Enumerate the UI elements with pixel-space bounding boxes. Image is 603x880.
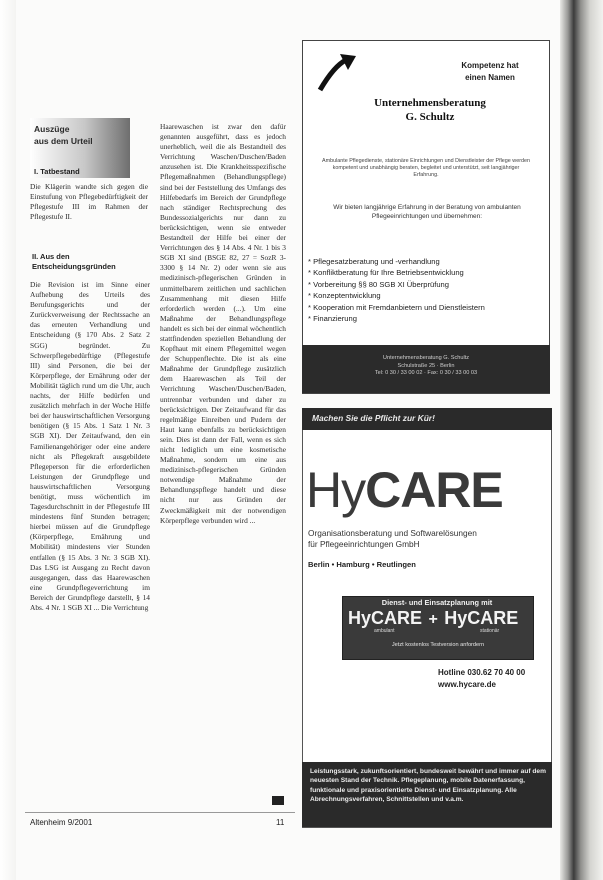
product-plus: + [428,611,438,628]
dienst-footer: Jetzt kostenlos Testversion anfordern [391,642,485,648]
ad1-tagline-2: einen Namen [465,73,515,82]
hycare-logo-care: CARE [365,462,503,518]
product-b: HyCARE [444,608,519,628]
ad1-contact [320,355,532,378]
hycare-hotline: Hotline 030.62 70 40 00 [438,668,526,677]
ad1-contact-line: Unternehmensberatung G. Schultz [382,355,470,361]
ad1-blurb: Ambulante Pflegedienste, stationäre Einrichtungen und Dienstleister der Pflege werden kompetent und unabhängig beraten, begleitet und unterstützt, seit langjähriger Erfahrung. [322,158,530,178]
gruende-heading-2: Entscheidungsgründen [32,262,116,271]
hycare-cities: Berlin • Hamburg • Reutlingen [308,560,416,569]
dienst-title: Dienst- und Einsatzplanung mit [381,598,493,607]
middle-body-text: Haarewaschen ist zwar den dafür genannten ausgeführt, dass es jedoch unerheblich, weil die als Bestandteil des Verrichtung Waschen/Duschen/Baden anzusehen ist. Die Krankheitsspezifische Pflegemaßnahmen (Behandlungspflege) sind bei der Feststellung des Umfangs des Hilfebedarfs im Bereich der Grundpflege nach ständiger Rechtsprechung des Bundessozialgerichts nur dann zu berücksichtigen, wenn sie entweder Bestandteil der Hilfe bei einer der Verrichtungen des § 14 Abs. 4 Nr. 1 bis 3 SGB XI sind (BSGE 82, 27 = SozR 3-3300 § 14 Nr. 2) oder wenn sie aus medizinisch-pflegerischen Gründen in unmittelbarem zeitlichen und sachlichen Zusammenhang mit diesen Hilfe erforderlich werden (...). Um eine Maßnahme der Behandlungspflege handelt es sich bei der einmal wöchentlich stattfindenden speziellen Behandlung der Kopfhaut mit einem Pflegemittel wegen der Schuppenflechte. Die ist als eine Maßnahme der Grundpflege zusätzlich dem Haarewaschen als Teil der Verrichtung Waschen/Duschen/Baden, untrennbar verbunden und daher zu berücksichtigen. Der Zeitaufwand für das regelmäßige Einreiben und Pudern der Haut kann ebenfalls zu berücksichtigen sein. Dies ist dann der Fall, wenn es sich nicht lediglich um eine kosmetische Maßnahme, sondern um eine aus medizinisch-pflegerischen Gründen notwendige Maßnahme der Behandlungspflege handelt und diese nicht nur aus Gründen der Zweckmäßigkeit mit der notwendigen Körperpflege verbunden wird ... [160,122,286,525]
product-a-sub: ambulant [374,628,395,634]
heading-line-2: aus dem Urteil [34,136,93,146]
dienst-products [348,608,528,629]
ad1-bullet: * Pflegesatzberatung und -verhandlung [308,257,440,266]
ad1-tagline-1: Kompetenz hat [461,61,519,70]
ad1-bullet-list [308,256,548,324]
hycare-desc-line: Organisationsberatung und Softwarelösungen [308,528,477,538]
footer-rule [25,812,295,813]
end-mark [272,796,284,805]
hycare-url: www.hycare.de [438,680,496,689]
ad1-bullet: * Vorbereitung §§ 80 SGB XI Überprüfung [308,279,450,289]
hycare-logo-hy: Hy [306,462,366,518]
hycare-logo [306,464,503,516]
ad1-company [330,96,530,124]
hycare-slogan: Machen Sie die Pflicht zur Kür! [312,413,435,423]
tatbestand-heading: I. Tatbestand [34,167,80,176]
hycare-desc-line: für Pflegeeinrichtungen GmbH [308,539,420,549]
ad1-company-1: Unternehmensberatung [374,97,486,109]
page-left-margin [0,0,16,880]
product-a: HyCARE [348,608,423,628]
ad1-bullet: * Konzeptentwicklung [308,291,381,301]
gruende-heading-1: II. Aus den [32,252,70,261]
ad1-experience: Wir bieten langjährige Erfahrung in der Beratung von ambulanten Pflegeeinrichtungen und übernehmen: [333,204,521,220]
ad1-contact-line: Tel: 0 30 / 33 00 02 · Fax: 0 30 / 33 00 03 [374,370,478,377]
arrow-icon [316,50,360,94]
ad1-bullet: * Konfliktberatung für Ihre Betriebsentwicklung [308,268,464,278]
ad1-tagline [440,60,540,84]
heading-line-1: Auszüge [34,124,70,134]
hycare-description [308,528,546,550]
page-number: 11 [276,818,285,827]
hycare-bottom-text: Leistungsstark, zukunftsorientiert, bundesweit bewährt und immer auf dem neuesten Stand der Technik. Pflegeplanung, mobile Datenerfassung, funktionale und praxisorientierte Dienst- und Einsatzplanung. Alle Abrechnungsverfahren, Schnittstellen und v.a.m. [310,768,546,804]
ad1-bullet: * Kooperation mit Fremdanbietern und Dienstleistern [308,302,485,312]
book-binding-edge [560,0,603,880]
ad1-company-2: G. Schultz [405,111,455,123]
left-body-text: Die Revision ist im Sinne einer Aufhebung des Urteils des Berufungsgerichts und der Zurückverweisung der Rechtssache an das erneuten Verhandlung und Entscheidung (§ 170 Abs. 2 Satz 2 SGG) begründet. Zu Schwerpflegebedürftige (Pflegestufe III) sind Personen, die bei der Körperpflege, der Ernährung oder der Mobilität täglich rund um die Uhr, auch nachts, der Hilfe bedürfen und zusätzlich mehrfach in der Woche Hilfe bei der hauswirtschaftlichen Versorgung benötigen (§ 15 Abs. 1 Satz 1 Nr. 3 SGB XI). Der Zeitaufwand, den ein Familienangehöriger oder eine andere nicht als Pflegekraft ausgebildete Pflegeperson für die erforderlichen Leistungen der Grundpflege und hauswirtschaftlichen Versorgung benötigt, muss wöchentlich im Tagesdurchschnitt in der Pflegestufe III mindestens fünf Stunden betragen; hierbei müssen auf die Grundpflege (Körperpflege, Ernährung und Mobilität) mindestens vier Stunden entfallen (§ 15 Abs. 3 Nr. 3 SGB XI). Das LSG ist Ausgang zu Recht davon ausgegangen, dass das Haarewaschen eine Grundpflegeverrichtung im Bereich der Grundpflege darstellt, § 14 Abs. 4 Nr. 1 SGB XI ... Die Verrichtung [30,280,150,612]
ad1-contact-line: Schulstraße 25 · Berlin [397,362,455,369]
footer-issue: Altenheim 9/2001 [30,818,93,827]
ad1-bullet: * Finanzierung [308,314,357,324]
intro-paragraph: Die Klägerin wandte sich gegen die Einstufung von Pflegebedürftigkeit der Pflegestufe III im Rahmen der Pflegestufe II. [30,182,148,222]
product-b-sub: stationär [480,628,500,634]
